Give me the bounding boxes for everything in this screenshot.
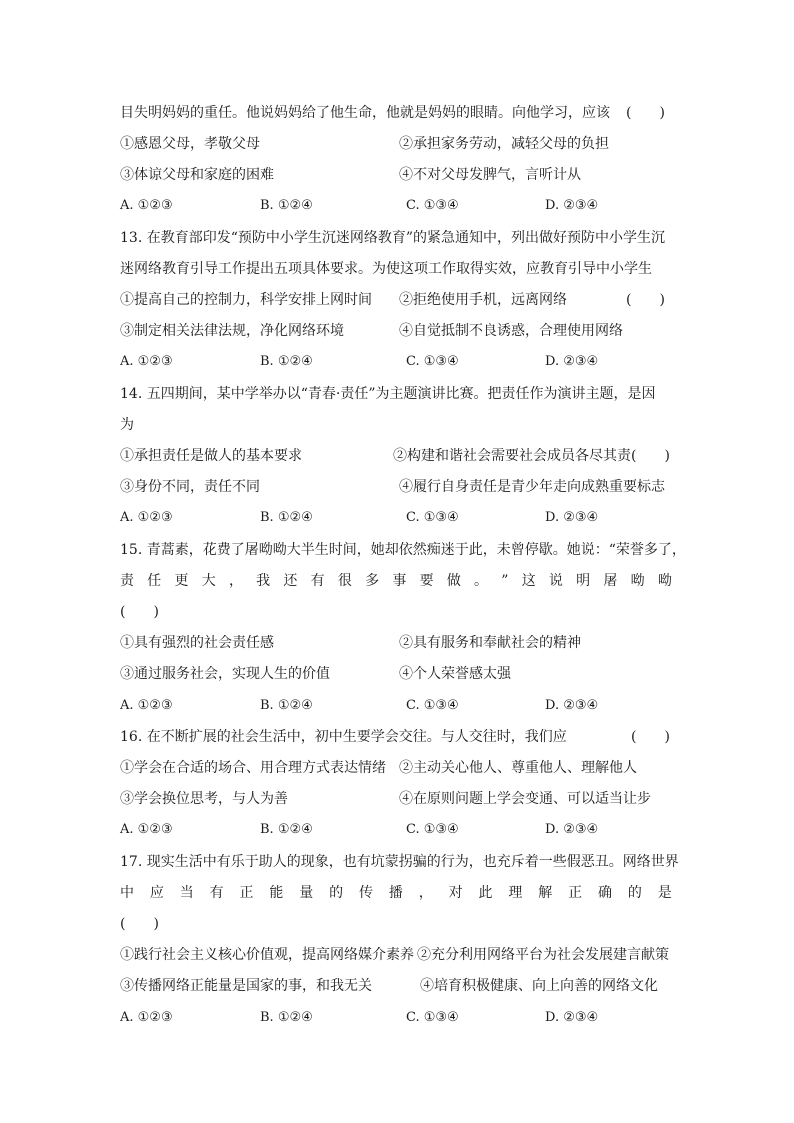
q12-item-2: ②承担家务劳动，减轻父母的负担 [399,136,609,152]
q17-char: 传 [359,885,373,901]
q15-char: 屠 [603,573,618,589]
q12-item-1: ①感恩父母，孝敬父母 [120,136,260,152]
q17-char: 正 [239,885,254,901]
q13-item-3: ③制定相关法律法规，净化网络环境 [120,323,344,339]
q17-char: 是 [657,885,672,901]
q17-char: 的 [329,885,344,901]
q16-item-3: ③学会换位思考，与人为善 [120,791,288,807]
q15-char: 很 [337,573,352,589]
q17-char: 播 [388,885,403,901]
q17-char: 应 [149,885,164,901]
q12-item-3: ③体谅父母和家庭的困难 [120,167,274,183]
q17-item-3: ③传播网络正能量是国家的事，和我无关 [120,978,372,994]
q13-item-1: ①提高自己的控制力，科学安排上网时间 [120,292,372,308]
q17-char: 正 [568,885,583,901]
q17-stem-line-1: 17. 现实生活中有乐于助人的现象，也有坑蒙拐骗的行为，也充斥着一些假恶丑。网络世界 [120,854,679,870]
q15-char: 事 [392,573,407,589]
q12-option-c: C. ①③④ [406,198,459,213]
q17-char: ， [418,885,433,901]
q15-option-a: A. ①②③ [120,698,173,713]
q15-char: 有 [310,573,325,589]
q17-option-d: D. ②③④ [545,1010,599,1025]
q17-char: 解 [538,885,553,901]
q16-option-c: C. ①③④ [406,822,459,837]
q15-char: 还 [283,573,298,589]
q14-option-b: B. ①②④ [260,510,313,525]
q12-answer-bracket: ( ) [626,105,665,121]
q15-item-2: ②具有服务和奉献社会的精神 [399,635,581,651]
q14-item-2: ②构建和谐社会需要社会成员各尽其责 [393,448,631,464]
q15-char: 更 [174,573,189,589]
q15-char: 要 [419,573,434,589]
q16-item-4: ④在原则问题上学会变通、可以适当让步 [399,791,651,807]
q17-char: 有 [209,885,224,901]
q14-stem-line-2: 为 [120,417,134,433]
q14-answer-bracket: ( ) [631,448,670,464]
q15-option-d: D. ②③④ [545,698,599,713]
q16-option-d: D. ②③④ [545,822,599,837]
q17-char: 能 [269,885,284,901]
q15-answer-bracket: ( ) [120,604,159,620]
q15-char: ， [228,573,243,589]
q14-option-d: D. ②③④ [545,510,599,525]
q15-item-4: ④个人荣誉感太强 [399,666,511,682]
q15-option-c: C. ①③④ [406,698,459,713]
q15-item-3: ③通过服务社会，实现人生的价值 [120,666,330,682]
q14-stem-line-1: 14. 五四期间，某中学举办以“青春·责任”为主题演讲比赛。把责任作为演讲主题，是因 [120,386,656,402]
q14-option-a: A. ①②③ [120,510,173,525]
q16-item-1: ①学会在合适的场合、用合理方式表达情绪 [120,760,386,776]
q17-option-c: C. ①③④ [406,1010,459,1025]
q13-item-4: ④自觉抵制不良诱惑，合理使用网络 [399,323,623,339]
q15-char: 说 [548,573,563,589]
q15-stem-line-1: 15. 青蒿素，花费了屠呦呦大半生时间，她却依然痴迷于此，未曾停歇。她说：“荣誉多了， [120,542,686,558]
q15-char: 任 [147,573,162,589]
q17-char: 当 [179,885,194,901]
q14-item-3: ③身份不同，责任不同 [120,479,260,495]
q14-item-4: ④履行自身责任是青少年走向成熟重要标志 [399,479,665,495]
q17-answer-bracket: ( ) [120,916,159,932]
q13-stem-line-1: 13. 在教育部印发“预防中小学生沉迷网络教育”的紧急通知中，列出做好预防中小学生沉 [120,230,666,246]
q17-char: 确 [598,885,612,901]
q15-char: 我 [256,573,271,589]
q17-item-1: ①践行社会主义核心价值观，提高网络媒介素养 [120,947,414,963]
q13-stem-line-2: 迷网络教育引导工作提出五项具体要求。为使这项工作取得实效，应教育引导中小学生 [120,261,652,277]
q12-option-d: D. ②③④ [545,198,599,213]
q16-option-b: B. ①②④ [260,822,313,837]
q16-item-2: ②主动关心他人、尊重他人、理解他人 [399,760,637,776]
q14-item-1: ①承担责任是做人的基本要求 [120,448,302,464]
q16-option-a: A. ①②③ [120,822,173,837]
q15-char: 多 [365,573,380,589]
q13-option-d: D. ②③④ [545,354,599,369]
q15-char: 大 [201,573,216,589]
q15-char: ” [501,573,509,589]
q15-stem-line-2 [120,572,672,590]
q17-stem-line-2 [120,884,672,902]
q15-option-b: B. ①②④ [260,698,313,713]
q17-item-2: ②充分利用网络平台为社会发展建言献策 [417,947,669,963]
q15-char: 呦 [630,573,645,589]
q17-char: 中 [120,885,134,901]
q15-char: 明 [576,573,591,589]
q13-option-b: B. ①②④ [260,354,313,369]
q17-char: 此 [478,885,493,901]
q12-option-b: B. ①②④ [260,198,313,213]
q17-item-4: ④培育积极健康、向上向善的网络文化 [420,978,658,994]
q12-item-4: ④不对父母发脾气，言听计从 [399,167,581,183]
q17-option-b: B. ①②④ [260,1010,313,1025]
q16-stem-line-1: 16. 在不断扩展的社会生活中，初中生要学会交往。与人交往时，我们应 [120,729,567,745]
q17-char: 量 [299,885,314,901]
q15-char: 。 [474,573,489,589]
q15-char: 这 [521,573,536,589]
q13-option-a: A. ①②③ [120,354,173,369]
q13-option-c: C. ①③④ [406,354,459,369]
q15-item-1: ①具有强烈的社会责任感 [120,635,274,651]
q15-char: 做 [446,573,461,589]
q15-char: 呦 [657,573,672,589]
q17-char: 的 [627,885,642,901]
q17-option-a: A. ①②③ [120,1010,173,1025]
q17-char: 理 [508,885,523,901]
q16-answer-bracket: ( ) [631,729,670,745]
q13-item-2: ②拒绝使用手机，远离网络 [399,292,567,308]
q13-answer-bracket: ( ) [626,292,665,308]
q15-char: 责 [120,573,134,589]
q12-option-a: A. ①②③ [120,198,173,213]
q12-stem-tail: 目失明妈妈的重任。他说妈妈给了他生命，他就是妈妈的眼睛。向他学习，应该 [120,105,610,121]
q17-char: 对 [448,885,463,901]
q14-option-c: C. ①③④ [406,510,459,525]
